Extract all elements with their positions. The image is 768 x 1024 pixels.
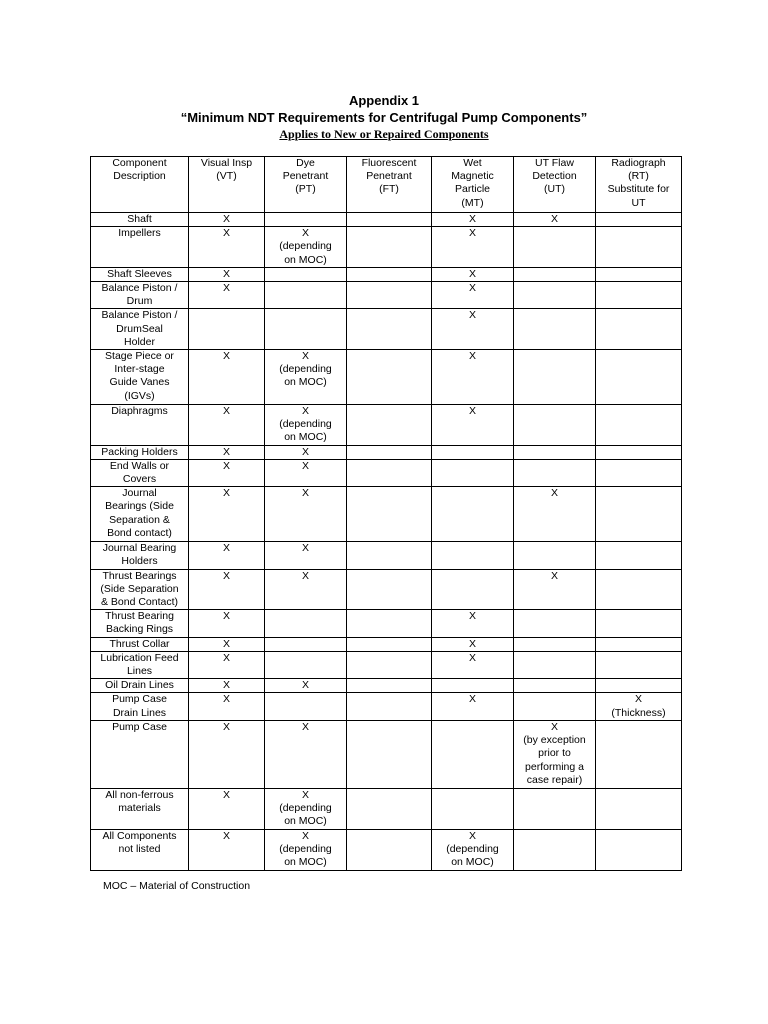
- vt-cell: X: [189, 788, 265, 829]
- ft-cell: [347, 829, 432, 870]
- ft-cell: [347, 542, 432, 569]
- ut-cell: X: [514, 213, 596, 227]
- pt-cell: [265, 693, 347, 720]
- table-row: [91, 679, 682, 693]
- ft-cell: [347, 405, 432, 446]
- pt-cell: [265, 309, 347, 350]
- ut-cell: [514, 651, 596, 678]
- mt-cell: [432, 459, 514, 486]
- ft-cell: [347, 610, 432, 637]
- rt-cell: [596, 679, 682, 693]
- ut-cell: X: [514, 569, 596, 610]
- component-cell: Thrust Bearing Backing Rings: [91, 610, 189, 637]
- pt-cell: X: [265, 487, 347, 542]
- mt-cell: X: [432, 693, 514, 720]
- pt-cell: X: [265, 459, 347, 486]
- table-row: [91, 637, 682, 651]
- component-cell: Shaft Sleeves: [91, 267, 189, 281]
- ut-cell: [514, 350, 596, 405]
- header-dye-penetrant: Dye Penetrant (PT): [265, 157, 347, 213]
- vt-cell: X: [189, 405, 265, 446]
- vt-cell: X: [189, 679, 265, 693]
- rt-cell: [596, 459, 682, 486]
- mt-cell: X: [432, 309, 514, 350]
- ft-cell: [347, 679, 432, 693]
- table-row: [91, 542, 682, 569]
- ft-cell: [347, 445, 432, 459]
- pt-cell: X: [265, 679, 347, 693]
- appendix-title: Appendix 1: [348, 93, 420, 108]
- mt-cell: X: [432, 267, 514, 281]
- ut-cell: [514, 405, 596, 446]
- table-row: [91, 569, 682, 610]
- ut-cell: [514, 459, 596, 486]
- vt-cell: X: [189, 651, 265, 678]
- rt-cell: [596, 651, 682, 678]
- table-row: [91, 487, 682, 542]
- vt-cell: X: [189, 569, 265, 610]
- table-row: [91, 267, 682, 281]
- mt-cell: X: [432, 213, 514, 227]
- component-cell: Balance Piston / Drum: [91, 282, 189, 309]
- mt-cell: [432, 569, 514, 610]
- rt-cell: [596, 350, 682, 405]
- component-cell: Journal Bearings (Side Separation & Bond contact): [91, 487, 189, 542]
- pt-cell: X: [265, 542, 347, 569]
- table-body: [91, 213, 682, 871]
- mt-cell: X: [432, 610, 514, 637]
- ut-cell: [514, 829, 596, 870]
- ft-cell: [347, 309, 432, 350]
- pt-cell: X (depending on MOC): [265, 350, 347, 405]
- ft-cell: [347, 569, 432, 610]
- component-cell: End Walls or Covers: [91, 459, 189, 486]
- ut-cell: [514, 610, 596, 637]
- ft-cell: [347, 282, 432, 309]
- header-visual-insp: Visual Insp (VT): [189, 157, 265, 213]
- header-radiograph: Radiograph (RT) Substitute for UT: [596, 157, 682, 213]
- rt-cell: X (Thickness): [596, 693, 682, 720]
- vt-cell: X: [189, 227, 265, 268]
- document-subtitle: “Minimum NDT Requirements for Centrifugal Pump Components”: [180, 110, 588, 125]
- table-row: [91, 651, 682, 678]
- vt-cell: X: [189, 350, 265, 405]
- rt-cell: [596, 227, 682, 268]
- pt-cell: X: [265, 445, 347, 459]
- ut-cell: [514, 445, 596, 459]
- mt-cell: [432, 679, 514, 693]
- vt-cell: X: [189, 610, 265, 637]
- ft-cell: [347, 651, 432, 678]
- table-row: [91, 282, 682, 309]
- pt-cell: X (depending on MOC): [265, 227, 347, 268]
- component-cell: Packing Holders: [91, 445, 189, 459]
- pt-cell: X (depending on MOC): [265, 405, 347, 446]
- header-wet-magnetic-particle: Wet Magnetic Particle (MT): [432, 157, 514, 213]
- ft-cell: [347, 720, 432, 788]
- ft-cell: [347, 213, 432, 227]
- ut-cell: [514, 282, 596, 309]
- table-row: [91, 213, 682, 227]
- vt-cell: X: [189, 445, 265, 459]
- ut-cell: [514, 637, 596, 651]
- mt-cell: [432, 720, 514, 788]
- table-row: [91, 445, 682, 459]
- mt-cell: X: [432, 350, 514, 405]
- vt-cell: X: [189, 693, 265, 720]
- ut-cell: [514, 309, 596, 350]
- pt-cell: X: [265, 569, 347, 610]
- rt-cell: [596, 542, 682, 569]
- rt-cell: [596, 267, 682, 281]
- vt-cell: [189, 309, 265, 350]
- component-cell: Diaphragms: [91, 405, 189, 446]
- pt-cell: [265, 267, 347, 281]
- component-cell: All non-ferrous materials: [91, 788, 189, 829]
- mt-cell: [432, 788, 514, 829]
- component-cell: Thrust Bearings (Side Separation & Bond Contact): [91, 569, 189, 610]
- ft-cell: [347, 637, 432, 651]
- table-row: [91, 610, 682, 637]
- rt-cell: [596, 637, 682, 651]
- ft-cell: [347, 459, 432, 486]
- ft-cell: [347, 788, 432, 829]
- mt-cell: [432, 487, 514, 542]
- pt-cell: X (depending on MOC): [265, 788, 347, 829]
- table-row: [91, 227, 682, 268]
- ut-cell: [514, 788, 596, 829]
- header-component-description: Component Description: [91, 157, 189, 213]
- component-cell: Lubrication Feed Lines: [91, 651, 189, 678]
- pt-cell: [265, 610, 347, 637]
- component-cell: Journal Bearing Holders: [91, 542, 189, 569]
- vt-cell: X: [189, 720, 265, 788]
- ut-cell: [514, 267, 596, 281]
- ut-cell: [514, 679, 596, 693]
- rt-cell: [596, 309, 682, 350]
- mt-cell: X: [432, 227, 514, 268]
- component-cell: All Components not listed: [91, 829, 189, 870]
- rt-cell: [596, 720, 682, 788]
- ut-cell: X (by exception prior to performing a case repair): [514, 720, 596, 788]
- component-cell: Thrust Collar: [91, 637, 189, 651]
- rt-cell: [596, 282, 682, 309]
- pt-cell: X (depending on MOC): [265, 829, 347, 870]
- mt-cell: X: [432, 637, 514, 651]
- vt-cell: X: [189, 213, 265, 227]
- vt-cell: X: [189, 542, 265, 569]
- ut-cell: [514, 227, 596, 268]
- ft-cell: [347, 487, 432, 542]
- rt-cell: [596, 569, 682, 610]
- vt-cell: X: [189, 267, 265, 281]
- mt-cell: X: [432, 282, 514, 309]
- ft-cell: [347, 350, 432, 405]
- ut-cell: [514, 542, 596, 569]
- table-header-row: [91, 157, 682, 213]
- mt-cell: X: [432, 651, 514, 678]
- ut-cell: [514, 693, 596, 720]
- component-cell: Pump Case: [91, 720, 189, 788]
- ndt-requirements-table: [90, 156, 682, 871]
- rt-cell: [596, 487, 682, 542]
- ut-cell: X: [514, 487, 596, 542]
- component-cell: Pump Case Drain Lines: [91, 693, 189, 720]
- table-row: [91, 309, 682, 350]
- pt-cell: [265, 637, 347, 651]
- mt-cell: X: [432, 405, 514, 446]
- table-row: [91, 459, 682, 486]
- vt-cell: X: [189, 829, 265, 870]
- vt-cell: X: [189, 637, 265, 651]
- mt-cell: [432, 445, 514, 459]
- pt-cell: X: [265, 720, 347, 788]
- component-cell: Shaft: [91, 213, 189, 227]
- table-row: [91, 405, 682, 446]
- rt-cell: [596, 445, 682, 459]
- table-row: [91, 720, 682, 788]
- vt-cell: X: [189, 459, 265, 486]
- footnote: MOC – Material of Construction: [103, 880, 251, 892]
- rt-cell: [596, 405, 682, 446]
- ft-cell: [347, 227, 432, 268]
- header-fluorescent-penetrant: Fluorescent Penetrant (FT): [347, 157, 432, 213]
- table-row: [91, 350, 682, 405]
- table-row: [91, 829, 682, 870]
- vt-cell: X: [189, 282, 265, 309]
- rt-cell: [596, 829, 682, 870]
- rt-cell: [596, 610, 682, 637]
- component-cell: Impellers: [91, 227, 189, 268]
- rt-cell: [596, 788, 682, 829]
- component-cell: Balance Piston / DrumSeal Holder: [91, 309, 189, 350]
- applies-to-heading: Applies to New or Repaired Components: [279, 127, 489, 141]
- header-ut-flaw-detection: UT Flaw Detection (UT): [514, 157, 596, 213]
- pt-cell: [265, 651, 347, 678]
- table-row: [91, 788, 682, 829]
- component-cell: Oil Drain Lines: [91, 679, 189, 693]
- ft-cell: [347, 693, 432, 720]
- vt-cell: X: [189, 487, 265, 542]
- mt-cell: X (depending on MOC): [432, 829, 514, 870]
- ft-cell: [347, 267, 432, 281]
- component-cell: Stage Piece or Inter-stage Guide Vanes (IGVs): [91, 350, 189, 405]
- mt-cell: [432, 542, 514, 569]
- pt-cell: [265, 213, 347, 227]
- pt-cell: [265, 282, 347, 309]
- table-row: [91, 693, 682, 720]
- rt-cell: [596, 213, 682, 227]
